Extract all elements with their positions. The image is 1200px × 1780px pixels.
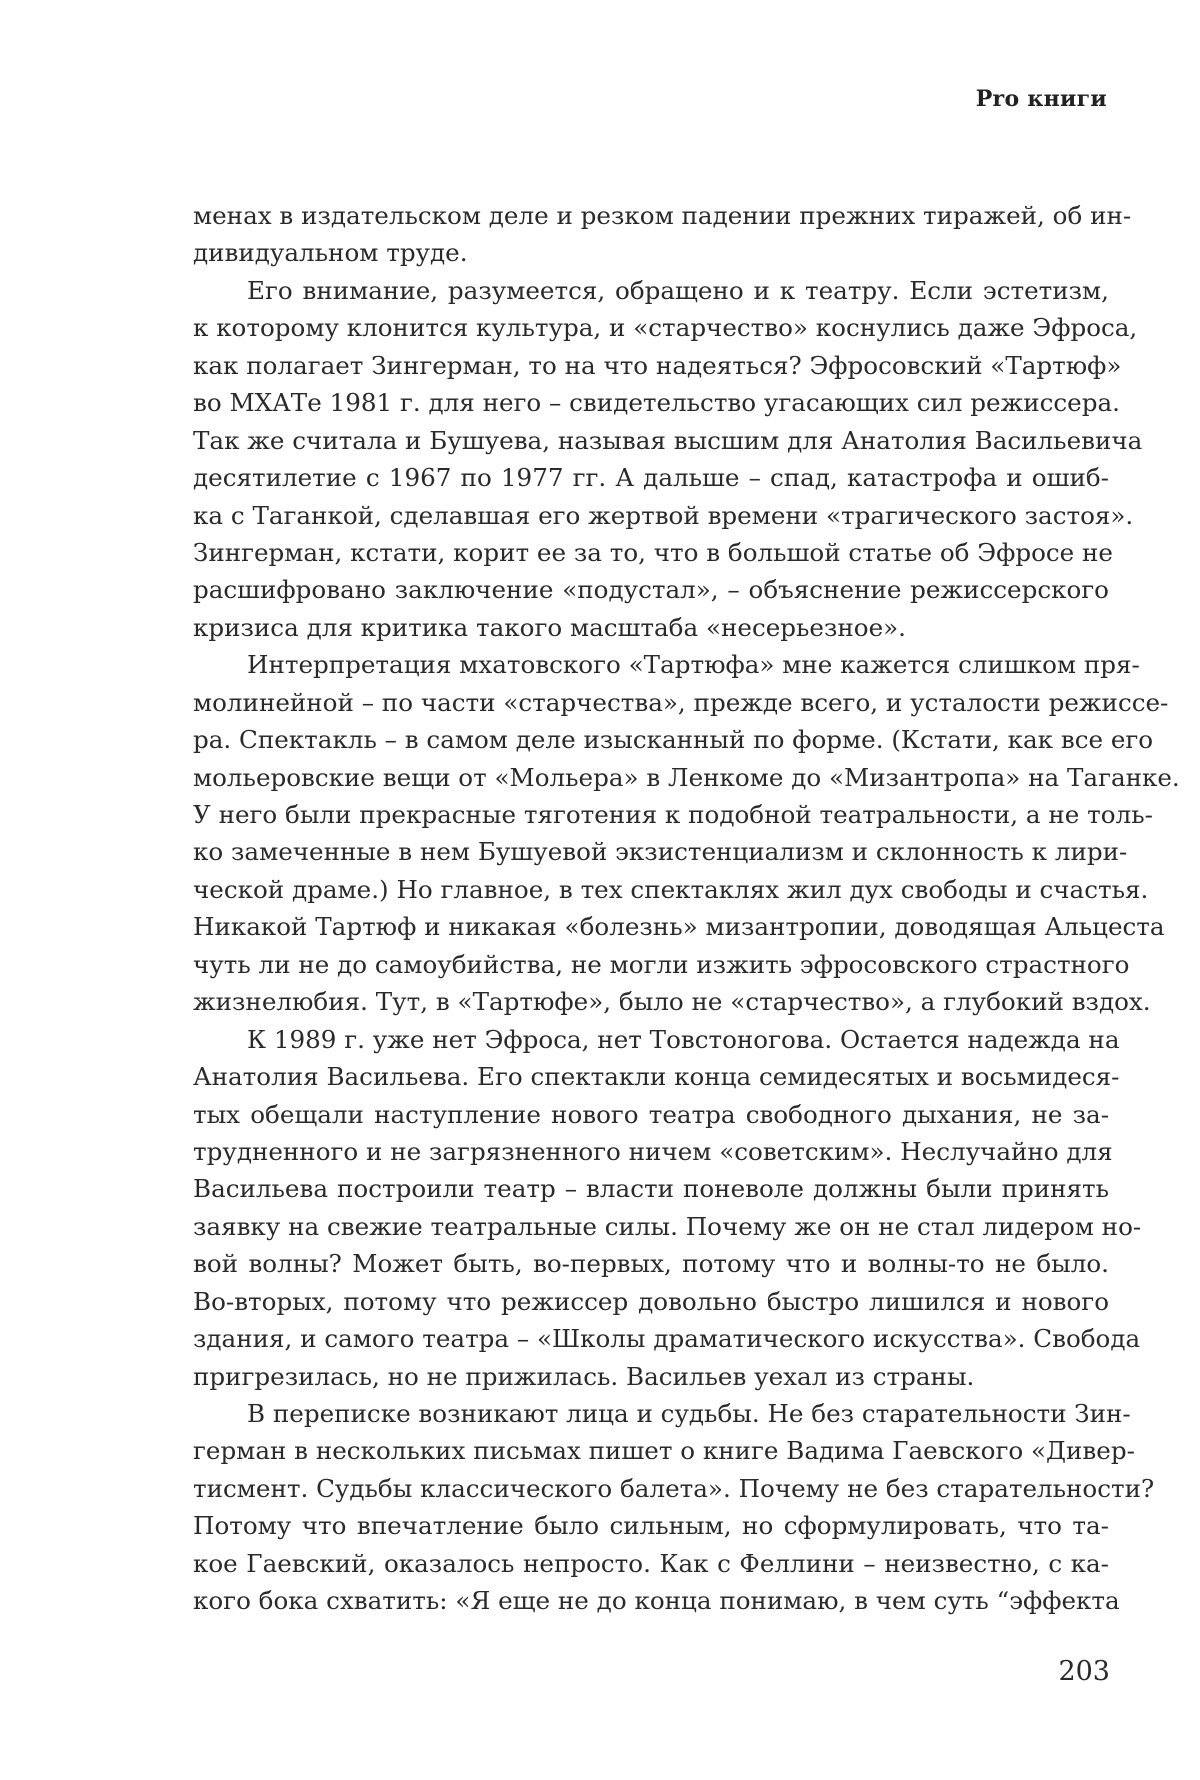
- page-number: 203: [1058, 1656, 1110, 1687]
- text-line: Анатолия Васильева. Его спектакли конца семидесятых и восьмидеся-: [193, 1058, 1109, 1095]
- text-line: ка с Таганкой, сделавшая его жертвой времени «трагического застоя».: [193, 497, 1109, 534]
- text-line: герман в нескольких письмах пишет о книге Вадима Гаевского «Дивер-: [193, 1432, 1109, 1469]
- text-line: менах в издательском деле и резком падении прежних тиражей, об ин-: [193, 197, 1109, 234]
- text-line: чуть ли не до самоубийства, не могли изжить эфросовского страстного: [193, 946, 1109, 983]
- running-head: Pro книги: [976, 86, 1107, 112]
- text-line: Потому что впечатление было сильным, но сформулировать, что та-: [193, 1507, 1109, 1544]
- text-line: Зингерман, кстати, корит ее за то, что в большой статье об Эфросе не: [193, 534, 1109, 571]
- text-line: как полагает Зингерман, то на что надеяться? Эфросовский «Тартюф»: [193, 347, 1109, 384]
- text-line: Так же считала и Бушуева, называя высшим для Анатолия Васильевича: [193, 422, 1109, 459]
- text-line: расшифровано заключение «подустал», – объяснение режиссерского: [193, 571, 1109, 608]
- text-line: здания, и самого театра – «Школы драматического искусства». Свобода: [193, 1320, 1109, 1357]
- text-line: десятилетие с 1967 по 1977 гг. А дальше – спад, катастрофа и ошиб-: [193, 459, 1109, 496]
- text-line: вой волны? Может быть, во-первых, потому что и волны-то не было.: [193, 1245, 1109, 1282]
- text-line: кризиса для критика такого масштаба «несерьезное».: [193, 609, 1109, 646]
- text-line: молинейной – по части «старчества», прежде всего, и усталости режиссе-: [193, 684, 1109, 721]
- text-line: тых обещали наступление нового театра свободного дыхания, не за-: [193, 1096, 1109, 1133]
- text-line: кого бока схватить: «Я еще не до конца понимаю, в чем суть “эффекта: [193, 1582, 1109, 1619]
- book-page: [0, 0, 1200, 1780]
- text-line: В переписке возникают лица и судьбы. Не без старательности Зин-: [193, 1395, 1109, 1432]
- text-line: Во-вторых, потому что режиссер довольно быстро лишился и нового: [193, 1283, 1109, 1320]
- text-line: Его внимание, разумеется, обращено и к театру. Если эстетизм,: [193, 272, 1109, 309]
- text-line: заявку на свежие театральные силы. Почему же он не стал лидером но-: [193, 1208, 1109, 1245]
- text-line: во МХАТе 1981 г. для него – свидетельство угасающих сил режиссера.: [193, 384, 1109, 421]
- text-line: Интерпретация мхатовского «Тартюфа» мне кажется слишком пря-: [193, 646, 1109, 683]
- body-text: [193, 197, 1109, 1620]
- text-line: кое Гаевский, оказалось непросто. Как с Феллини – неизвестно, с ка-: [193, 1545, 1109, 1582]
- text-line: трудненного и не загрязненного ничем «советским». Неслучайно для: [193, 1133, 1109, 1170]
- text-line: жизнелюбия. Тут, в «Тартюфе», было не «старчество», а глубокий вздох.: [193, 983, 1109, 1020]
- text-line: тисмент. Судьбы классического балета». Почему не без старательности?: [193, 1470, 1109, 1507]
- text-line: К 1989 г. уже нет Эфроса, нет Товстоногова. Остается надежда на: [193, 1021, 1109, 1058]
- text-line: У него были прекрасные тяготения к подобной театральности, а не толь-: [193, 796, 1109, 833]
- text-line: ра. Спектакль – в самом деле изысканный по форме. (Кстати, как все его: [193, 721, 1109, 758]
- text-line: ческой драме.) Но главное, в тех спектаклях жил дух свободы и счастья.: [193, 871, 1109, 908]
- text-line: Васильева построили театр – власти поневоле должны были принять: [193, 1170, 1109, 1207]
- text-line: Никакой Тартюф и никакая «болезнь» мизантропии, доводящая Альцеста: [193, 908, 1109, 945]
- text-line: мольеровские вещи от «Мольера» в Ленкоме до «Мизантропа» на Таганке.: [193, 759, 1109, 796]
- text-line: пригрезилась, но не прижилась. Васильев уехал из страны.: [193, 1358, 1109, 1395]
- text-line: к которому клонится культура, и «старчество» коснулись даже Эфроса,: [193, 309, 1109, 346]
- text-line: дивидуальном труде.: [193, 234, 1109, 271]
- text-line: ко замеченные в нем Бушуевой экзистенциализм и склонность к лири-: [193, 833, 1109, 870]
